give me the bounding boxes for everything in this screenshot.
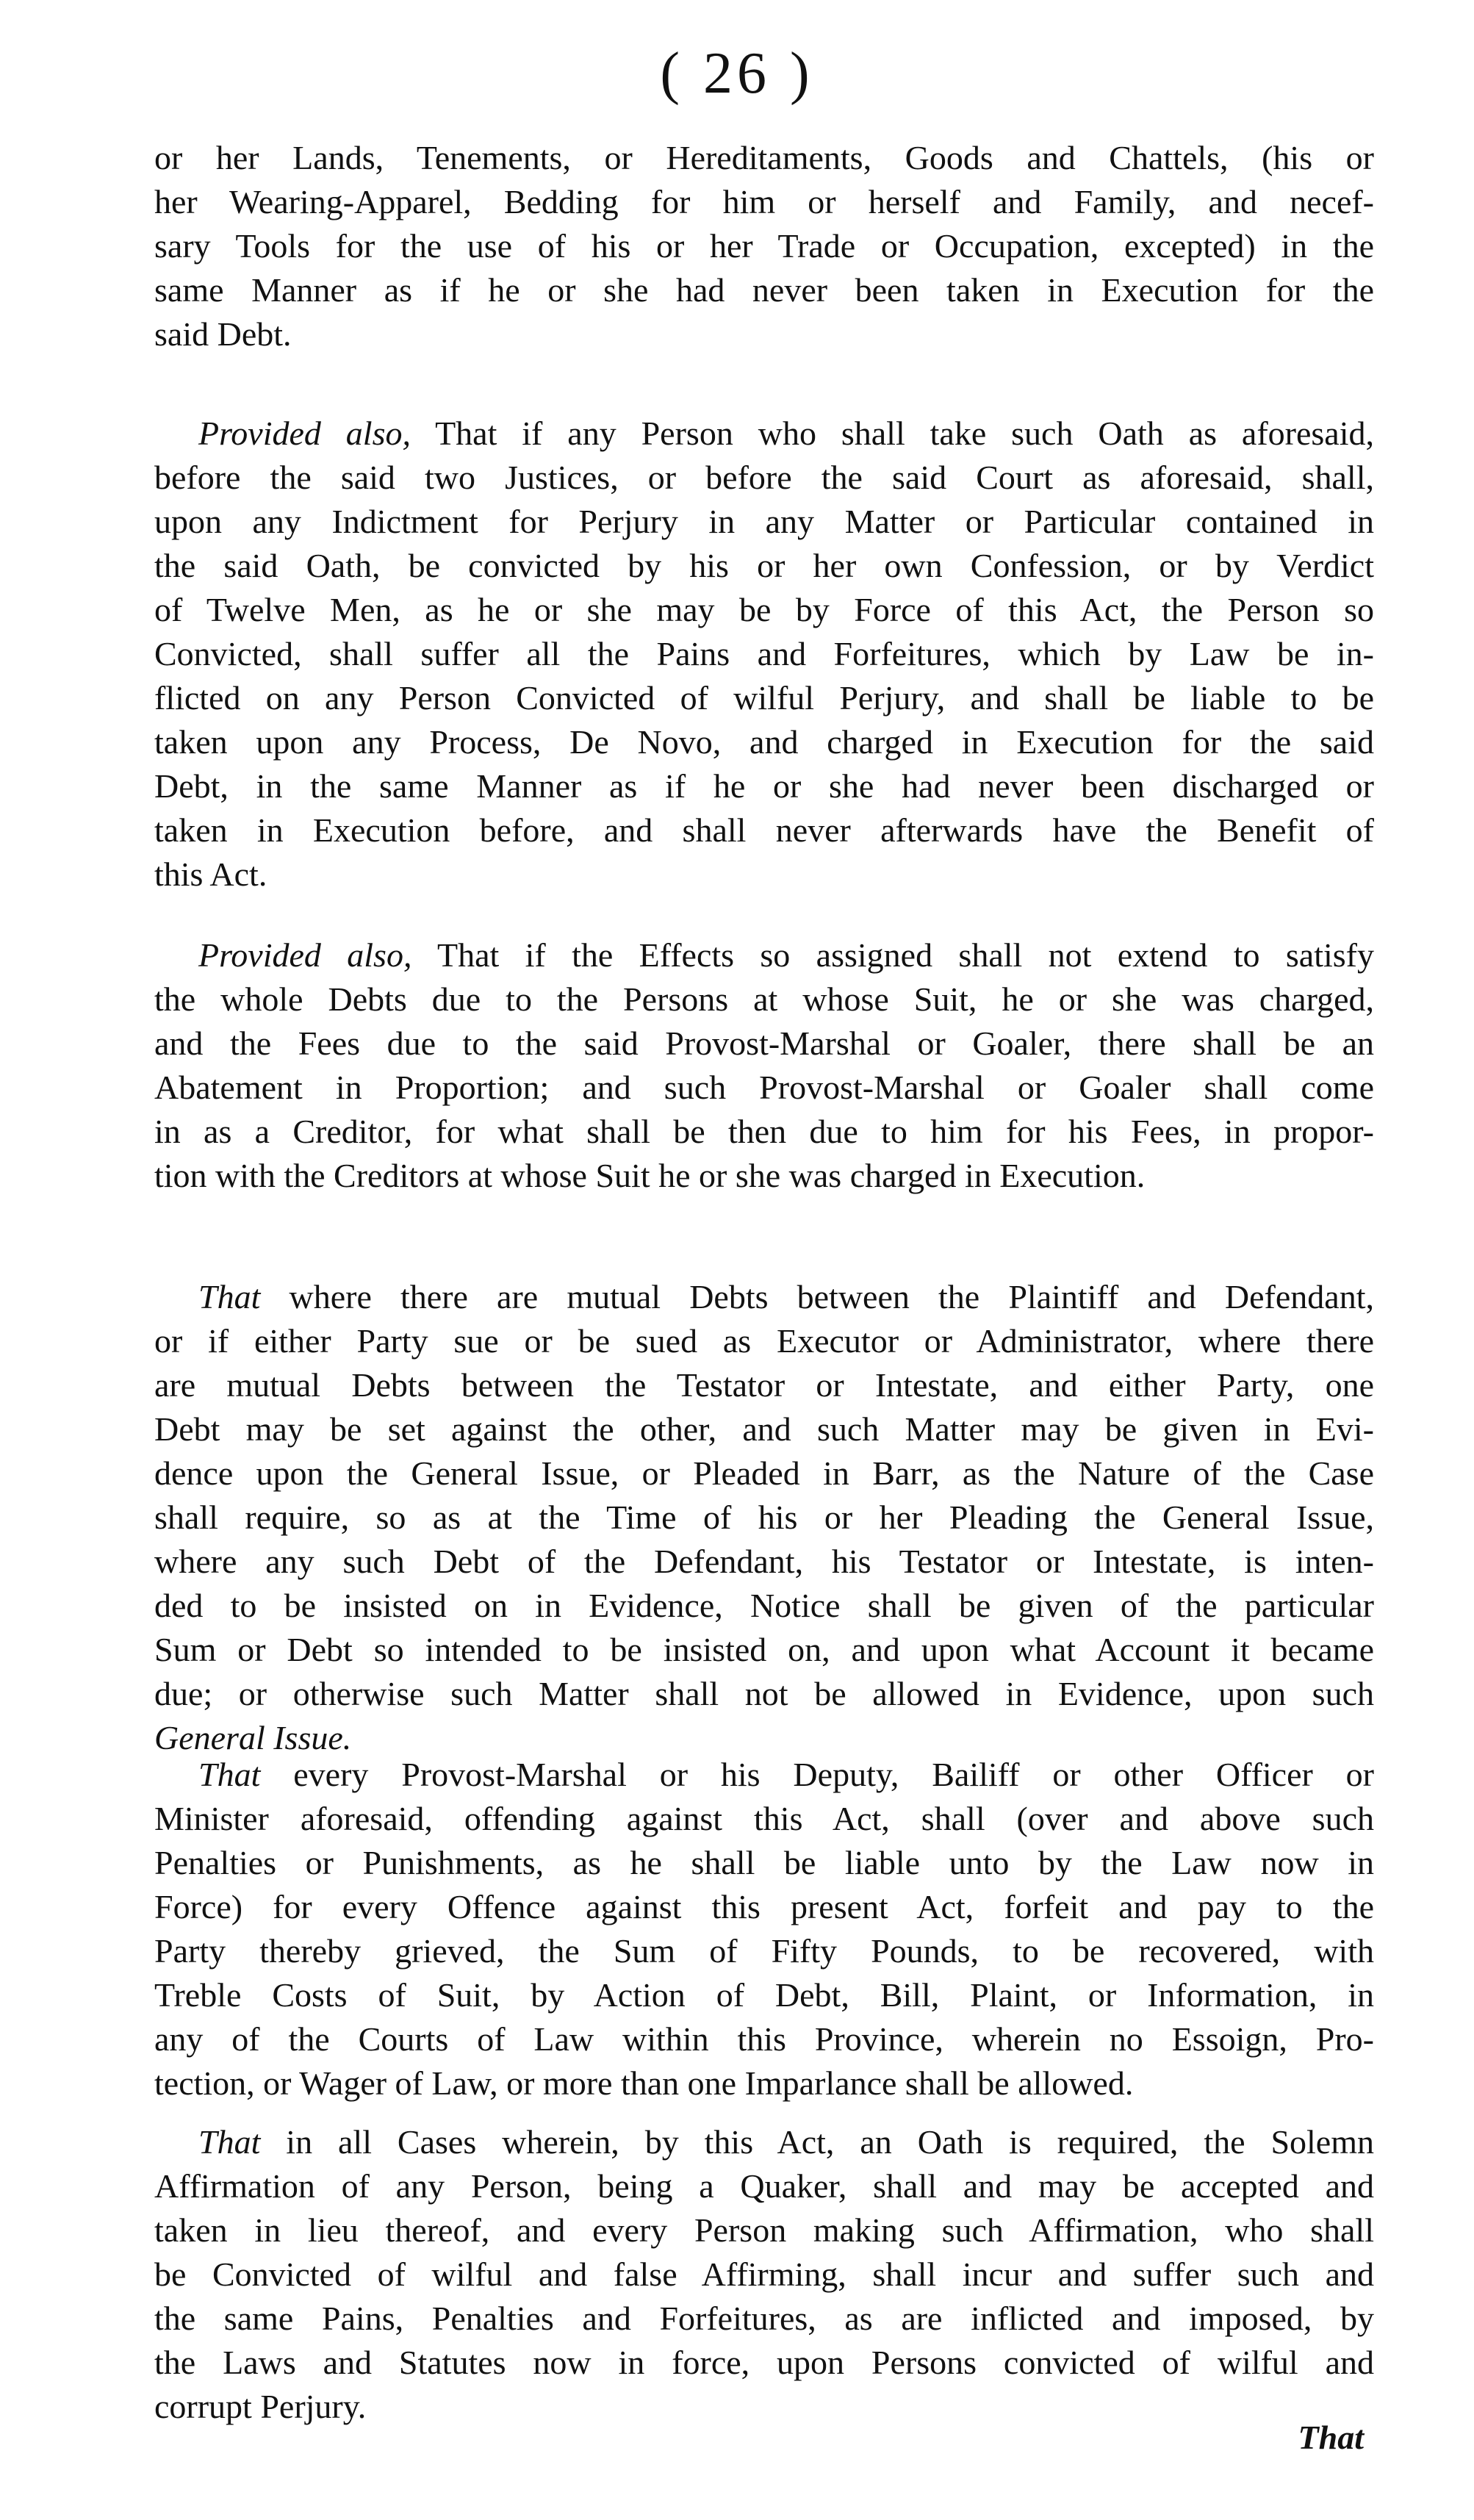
text-line: of Twelve Men, as he or she may be by Force of this Act, the Person so: [154, 591, 1374, 628]
text-line: ded to be insisted on in Evidence, Notice shall be given of the particular: [154, 1587, 1374, 1624]
text-line: this Act.: [154, 855, 267, 893]
paragraph-lead: Provided also,: [198, 414, 411, 452]
text-line: the same Pains, Penalties and Forfeitures, as are inflicted and imposed, by: [154, 2300, 1374, 2337]
text-line: Party thereby grieved, the Sum of Fifty Pounds, to be recovered, with: [154, 1932, 1374, 1970]
text-line: or her Lands, Tenements, or Hereditaments, Goods and Chattels, (his or: [154, 139, 1374, 176]
text-line: Affirmation of any Person, being a Quaker, shall and may be accepted and: [154, 2167, 1374, 2205]
text-line: Penalties or Punishments, as he shall be liable unto by the Law now in: [154, 1844, 1374, 1881]
text-line: be Convicted of wilful and false Affirming, shall incur and suffer such and: [154, 2255, 1374, 2293]
text-line: and the Fees due to the said Provost-Marshal or Goaler, there shall be an: [154, 1024, 1374, 1062]
text-line: That if the Effects so assigned shall not extend to satisfy: [411, 936, 1375, 974]
text-line: Treble Costs of Suit, by Action of Debt, Bill, Plaint, or Information, in: [154, 1976, 1374, 2014]
text-line: are mutual Debts between the Testator or Intestate, and either Party, one: [154, 1366, 1374, 1404]
text-line: Convicted, shall suffer all the Pains and Forfeitures, which by Law be in-: [154, 635, 1374, 672]
text-line-first: [154, 412, 1374, 456]
text-line: where there are mutual Debts between the Plaintiff and Defendant,: [260, 1278, 1374, 1315]
text-line: tection, or Wager of Law, or more than one Imparlance shall be allowed.: [154, 2064, 1134, 2102]
text-line: any of the Courts of Law within this Province, wherein no Essoign, Pro-: [154, 2020, 1374, 2058]
text-line: taken in lieu thereof, and every Person making such Affirmation, who shall: [154, 2211, 1374, 2249]
text-line-first: [154, 2120, 1374, 2164]
paragraph-lead: That: [198, 2123, 261, 2161]
text-line: her Wearing-Apparel, Bedding for him or herself and Family, and necef-: [154, 183, 1374, 220]
paragraph-provost-marshal-penalty: [154, 1753, 1374, 2106]
paragraph-lead: That: [198, 1278, 261, 1315]
text-line: due; or otherwise such Matter shall not be allowed in Evidence, upon such: [154, 1675, 1374, 1712]
text-line: tion with the Creditors at whose Suit he or she was charged in Execution.: [154, 1157, 1146, 1194]
text-line: flicted on any Person Convicted of wilful Perjury, and shall be liable to be: [154, 679, 1374, 717]
text-line: shall require, so as at the Time of his or her Pleading the General Issue,: [154, 1498, 1374, 1536]
text-line: the said Oath, be convicted by his or her own Confession, or by Verdict: [154, 547, 1374, 584]
text-line: in all Cases wherein, by this Act, an Oath is required, the Solemn: [260, 2123, 1374, 2161]
text-line-first: [154, 933, 1374, 977]
text-line: same Manner as if he or she had never been taken in Execution for the: [154, 271, 1374, 309]
text-line: Force) for every Offence against this present Act, forfeit and pay to the: [154, 1888, 1374, 1925]
catchword: That: [1298, 2419, 1364, 2456]
text-line: said Debt.: [154, 315, 292, 353]
text-line: That if any Person who shall take such Oath as aforesaid,: [411, 414, 1374, 452]
text-line: upon any Indictment for Perjury in any Matter or Particular contained in: [154, 503, 1374, 540]
text-line: where any such Debt of the Defendant, his Testator or Intestate, is inten-: [154, 1543, 1374, 1580]
text-line: every Provost-Marshal or his Deputy, Bailiff or other Officer or: [260, 1756, 1374, 1793]
text-line: Debt may be set against the other, and such Matter may be given in Evi-: [154, 1410, 1374, 1448]
text-line: or if either Party sue or be sued as Executor or Administrator, where there: [154, 1322, 1374, 1360]
text-line: dence upon the General Issue, or Pleaded in Barr, as the Nature of the Case: [154, 1454, 1374, 1492]
paragraph-mutual-debts: [154, 1275, 1374, 1760]
text-line: Abatement in Proportion; and such Provost-Marshal or Goaler shall come: [154, 1069, 1374, 1106]
paragraph-lead: That: [198, 1756, 261, 1793]
text-line: taken in Execution before, and shall never afterwards have the Benefit of: [154, 811, 1374, 849]
paragraph-lead: Provided also,: [198, 936, 412, 974]
text-line: in as a Creditor, for what shall be then due to him for his Fees, in propor-: [154, 1113, 1374, 1150]
text-line-first: [154, 1275, 1374, 1319]
text-line-first: [154, 1753, 1374, 1797]
text-line: before the said two Justices, or before the said Court as aforesaid, shall,: [154, 459, 1374, 496]
text-line: Debt, in the same Manner as if he or she had never been discharged or: [154, 767, 1374, 805]
page-number: ( 26 ): [660, 41, 814, 106]
text-line: Minister aforesaid, offending against this Act, shall (over and above such: [154, 1800, 1374, 1837]
paragraph-provided-also-perjury: [154, 412, 1374, 897]
text-line: Sum or Debt so intended to be insisted on, and upon what Account it became: [154, 1631, 1374, 1668]
text-line: corrupt Perjury.: [154, 2388, 367, 2425]
text-line: sary Tools for the use of his or her Trade or Occupation, excepted) in the: [154, 227, 1374, 265]
paragraph-quaker-affirmation: [154, 2120, 1374, 2429]
text-line: the Laws and Statutes now in force, upon Persons convicted of wilful and: [154, 2344, 1374, 2381]
text-line: General Issue.: [154, 1719, 352, 1756]
paragraph-continuation: [154, 136, 1374, 356]
text-line: the whole Debts due to the Persons at whose Suit, he or she was charged,: [154, 980, 1374, 1018]
text-line: taken upon any Process, De Novo, and charged in Execution for the said: [154, 723, 1374, 761]
paragraph-provided-also-effects: [154, 933, 1374, 1198]
